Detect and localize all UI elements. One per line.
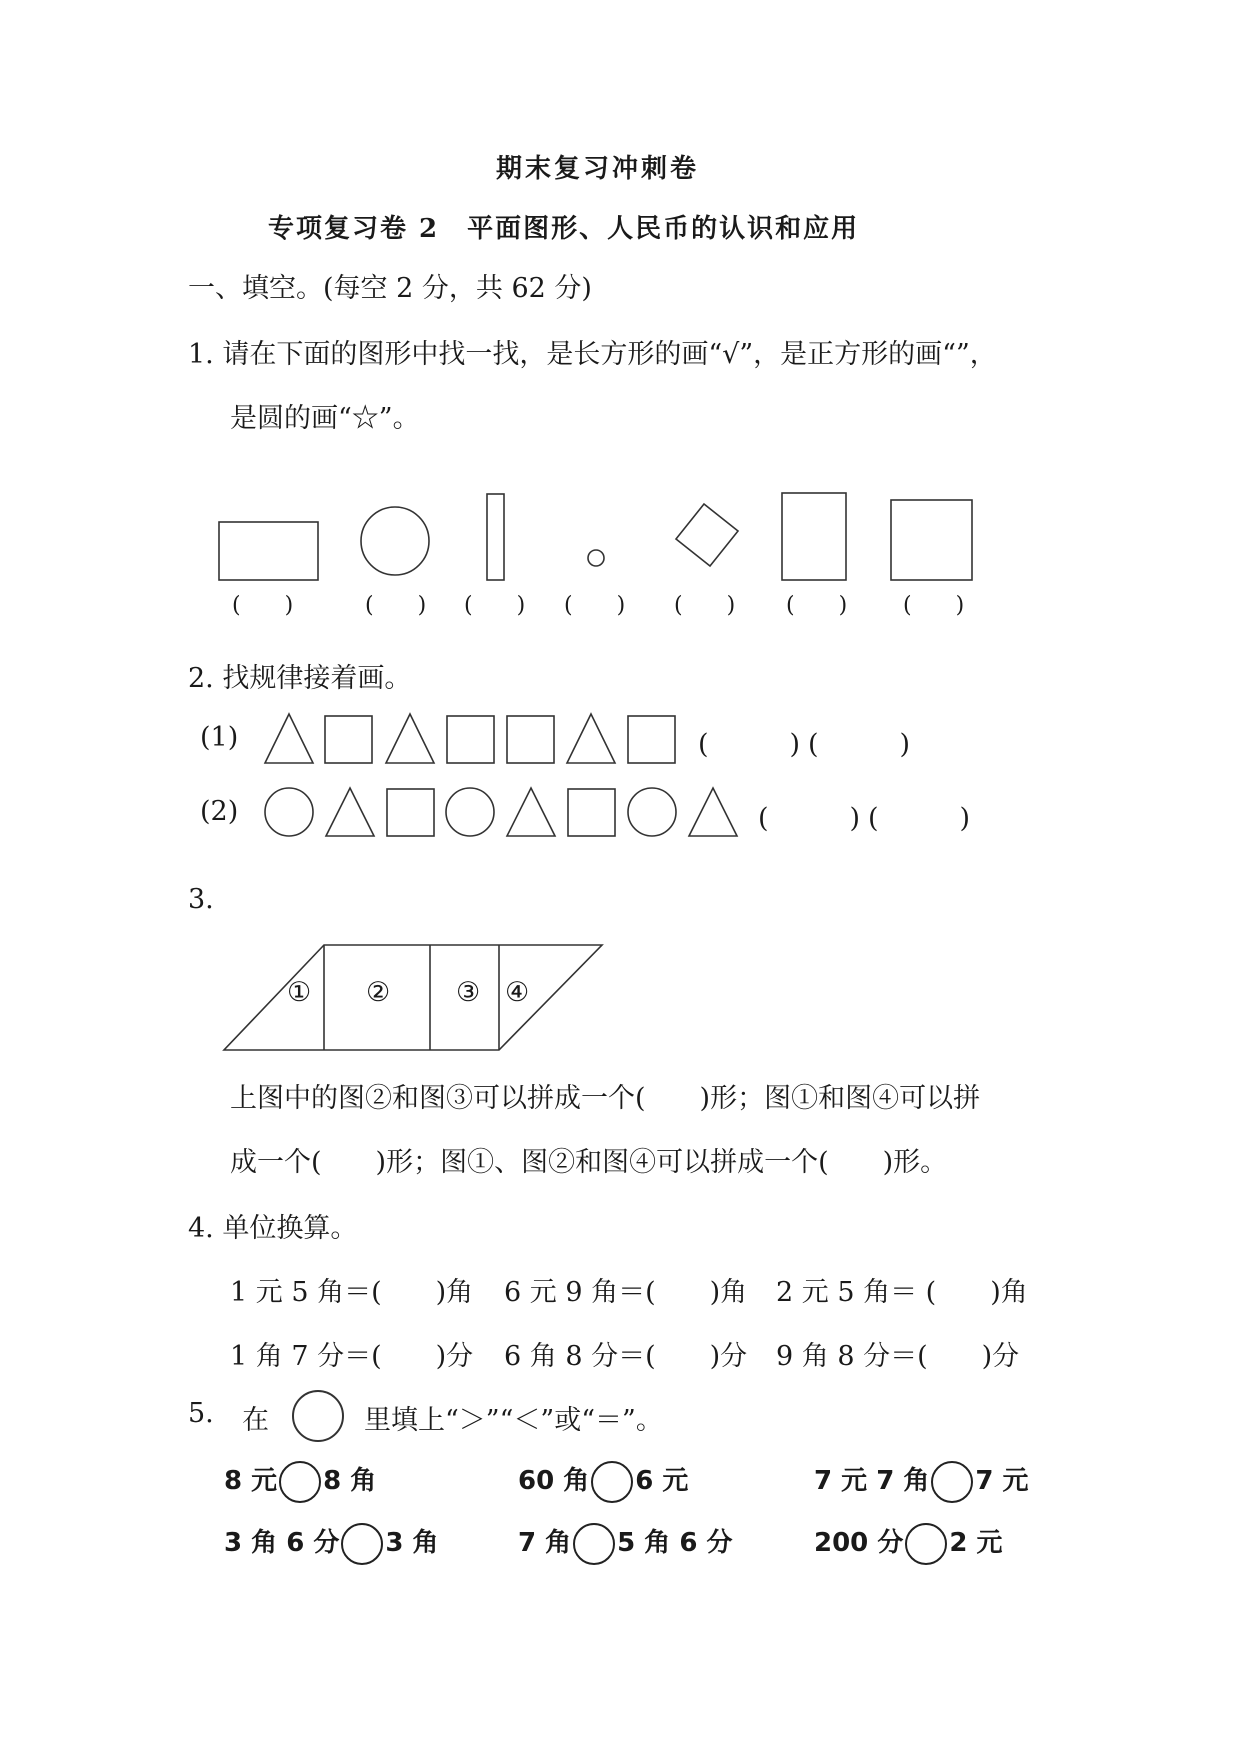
q3-region-label: ③ — [456, 977, 481, 1008]
q5-compare-circle[interactable] — [573, 1523, 615, 1565]
q1-shape-rectangle-wide — [219, 522, 318, 580]
q1-shape-rectangle-upright — [782, 493, 846, 580]
q5-right-value: 5 角 6 分 — [617, 1528, 733, 1558]
q4-item: 6 角 8 分＝( )分 — [504, 1341, 748, 1372]
q2-row1-triangle — [386, 714, 434, 763]
q2-row2-triangle — [689, 788, 737, 836]
q2-row2-square — [387, 789, 434, 836]
q5-compare-circle[interactable] — [279, 1461, 321, 1503]
q5-right-value: 3 角 — [385, 1528, 439, 1558]
q2-row2-blank[interactable]: ( ) — [758, 803, 861, 834]
q2-row1-square — [507, 716, 554, 763]
q5-instruction: 里填上“＞”“＜”或“＝”。 — [364, 1405, 663, 1436]
q5-left-value: 7 角 — [518, 1528, 572, 1558]
q2-row2-blank[interactable]: ( ) — [868, 803, 971, 834]
q2-row1-blank[interactable]: ( ) — [698, 729, 801, 760]
q1-answer-blank[interactable]: ( ) — [786, 593, 848, 618]
q5-right-value: 8 角 — [323, 1466, 377, 1496]
q1-text-line1: 1. 请在下面的图形中找一找，是长方形的画“√”，是正方形的画“”， — [188, 339, 997, 370]
q5-left-value: 7 元 7 角 — [814, 1466, 930, 1496]
q1-answer-blank[interactable]: ( ) — [674, 593, 736, 618]
q1-answer-blank[interactable]: ( ) — [464, 593, 526, 618]
q5-left-value: 60 角 — [518, 1466, 590, 1496]
q5-compare-item — [224, 1460, 376, 1503]
q1-text-line2: 是圆的画“☆”。 — [230, 403, 420, 434]
q5-left-value: 8 元 — [224, 1466, 278, 1496]
q4-item: 9 角 8 分＝( )分 — [776, 1341, 1020, 1372]
q2-row2-triangle — [326, 788, 374, 836]
q3-region-label: ④ — [505, 977, 530, 1008]
page-title: 期末复习冲刺卷 — [496, 154, 700, 184]
q1-answer-blank[interactable]: ( ) — [903, 593, 965, 618]
q1-answer-blank[interactable]: ( ) — [232, 593, 294, 618]
q5-right-value: 2 元 — [949, 1528, 1003, 1558]
q2-row2-circle — [265, 788, 313, 836]
q1-shape-circle-small — [588, 550, 604, 566]
q5-left-value: 200 分 — [814, 1528, 904, 1558]
q5-right-value: 6 元 — [635, 1466, 689, 1496]
q5-compare-item — [814, 1522, 1002, 1565]
q2-row2-triangle — [507, 788, 555, 836]
q1-shape-square-rotated — [676, 504, 738, 566]
q2-row1-label: (1) — [200, 722, 239, 753]
q2-heading: 2. 找规律接着画。 — [188, 663, 412, 694]
q3-region-label: ① — [287, 977, 312, 1008]
q5-sample-circle — [292, 1390, 344, 1442]
q4-item: 1 角 7 分＝( )分 — [230, 1341, 474, 1372]
q2-row1-triangle — [567, 714, 615, 763]
q5-compare-item — [518, 1522, 733, 1565]
q3-text-line2: 成一个( )形；图①、图②和图④可以拼成一个( )形。 — [230, 1147, 948, 1178]
q2-row2-label: (2) — [200, 796, 239, 827]
q5-left-value: 3 角 6 分 — [224, 1528, 340, 1558]
q1-shape-square — [891, 500, 972, 580]
q1-shape-circle-large — [361, 507, 429, 575]
q2-row1-blank[interactable]: ( ) — [808, 729, 911, 760]
q2-row2-square — [568, 789, 615, 836]
q3-text-line1: 上图中的图②和图③可以拼成一个( )形；图①和图④可以拼 — [230, 1083, 981, 1114]
q2-row2-circle — [628, 788, 676, 836]
q5-compare-item — [814, 1460, 1029, 1503]
q4-item: 2 元 5 角＝ ( )角 — [776, 1277, 1028, 1308]
q5-compare-circle[interactable] — [341, 1523, 383, 1565]
q5-right-value: 7 元 — [975, 1466, 1029, 1496]
q2-row1-square — [325, 716, 372, 763]
q5-compare-item — [518, 1460, 688, 1503]
section-heading: 一、填空。(每空 2 分，共 62 分) — [188, 273, 592, 304]
q3-region-label: ② — [366, 977, 391, 1008]
q2-row1-square — [447, 716, 494, 763]
q4-item: 6 元 9 角＝( )角 — [504, 1277, 748, 1308]
q3-number: 3. — [188, 884, 214, 915]
q3-parallelogram — [224, 945, 602, 1050]
q4-heading: 4. 单位换算。 — [188, 1213, 358, 1244]
q5-compare-circle[interactable] — [931, 1461, 973, 1503]
q2-row1-triangle — [265, 714, 313, 763]
q1-answer-blank[interactable]: ( ) — [564, 593, 626, 618]
q4-item: 1 元 5 角＝( )角 — [230, 1277, 474, 1308]
q5-compare-item — [224, 1522, 439, 1565]
q1-answer-blank[interactable]: ( ) — [365, 593, 427, 618]
q1-shape-rectangle-tall-thin — [487, 494, 504, 580]
q5-number: 5. — [188, 1398, 214, 1429]
q5-prefix: 在 — [242, 1405, 269, 1436]
page-subtitle: 专项复习卷 2 平面图形、人民币的认识和应用 — [268, 214, 860, 244]
q5-compare-circle[interactable] — [905, 1523, 947, 1565]
q2-row2-circle — [446, 788, 494, 836]
q2-row1-square — [628, 716, 675, 763]
q5-compare-circle[interactable] — [591, 1461, 633, 1503]
